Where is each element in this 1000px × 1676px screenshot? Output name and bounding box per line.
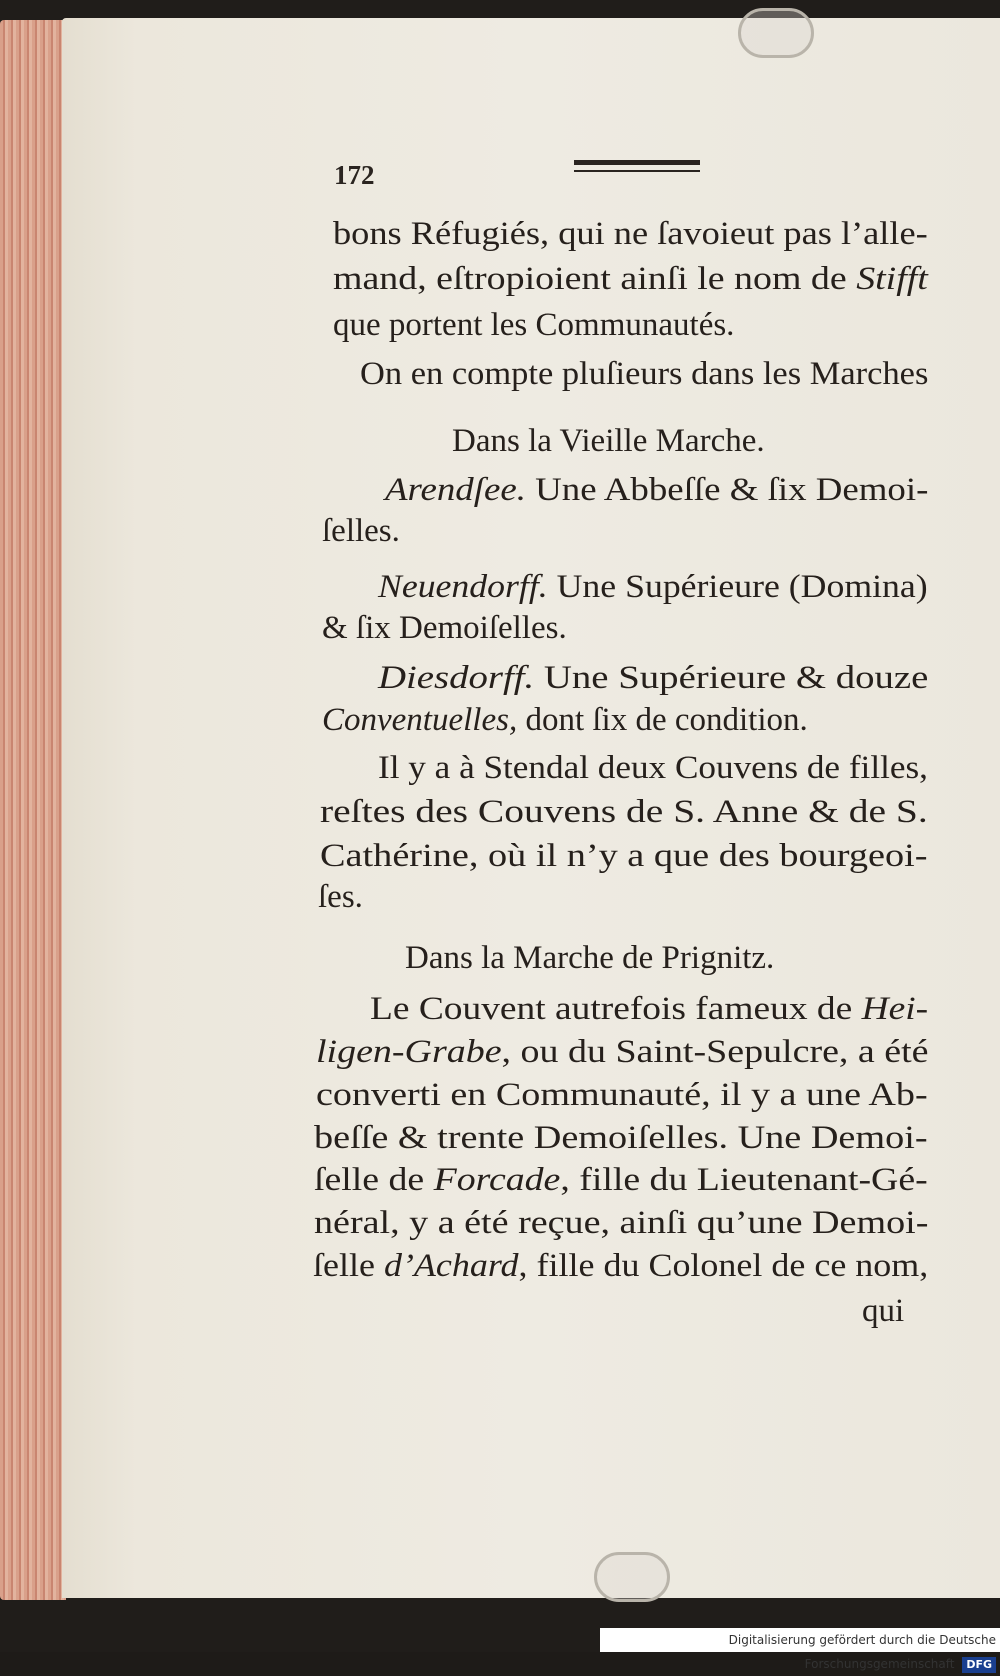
dfg-logo: DFG <box>962 1657 996 1673</box>
text-line <box>385 474 928 507</box>
roman-text: , ou du Saint-Sepulcre, a été <box>501 1034 929 1070</box>
italic-text: Neuendorff. <box>378 569 548 605</box>
roman-text: On en compte pluſieurs dans les Marches <box>360 356 929 392</box>
roman-text: Dans la Marche de Prignitz. <box>405 940 775 976</box>
roman-text: beſſe & trente Demoiſelles. Une Demoi- <box>314 1120 928 1156</box>
page-clip-top <box>738 8 814 58</box>
italic-text: Arendſee. <box>385 472 526 508</box>
text-line <box>322 704 808 737</box>
roman-text: converti en Communauté, il y a une Ab- <box>316 1077 928 1113</box>
text-line <box>320 796 928 829</box>
roman-text: ſelles. <box>322 513 400 549</box>
italic-text: Conventuelles, <box>322 702 518 738</box>
text-line <box>378 571 928 604</box>
text-line <box>333 263 928 296</box>
roman-text: ſelle de <box>314 1162 434 1198</box>
credit-text: Digitalisierung gefördert durch die Deutsche Forschungsgemeinschaft <box>728 1633 996 1671</box>
text-line <box>314 1164 928 1197</box>
italic-text: Forcade <box>433 1162 561 1198</box>
digitization-credit <box>600 1628 1000 1671</box>
text-line <box>333 218 928 251</box>
text-line <box>378 662 928 695</box>
italic-text: Diesdorff. <box>378 660 535 696</box>
roman-text: , fille du Lieutenant-Gé- <box>560 1162 928 1198</box>
roman-text: mand, eſtropioient ainſi le nom de <box>333 261 857 297</box>
italic-text: Hei- <box>861 991 929 1027</box>
text-line <box>322 515 400 548</box>
text-line <box>314 1122 928 1155</box>
italic-text: ligen-Grabe <box>316 1034 502 1070</box>
roman-text: que portent les Communautés. <box>333 307 735 343</box>
text-line <box>360 358 928 391</box>
roman-text: Il y a à Stendal deux Couvens de filles, <box>378 750 928 786</box>
roman-text: , fille du Colonel de ce nom, <box>518 1248 929 1284</box>
roman-text: Dans la Vieille Marche. <box>452 423 765 459</box>
text-line <box>318 881 363 914</box>
text-line <box>333 309 734 342</box>
text-line <box>314 1207 928 1240</box>
text-line <box>378 752 928 785</box>
roman-text: ſes. <box>318 879 363 915</box>
roman-text: dont ſix de condition. <box>517 702 808 738</box>
roman-text: & ſix Demoiſelles. <box>322 610 567 646</box>
text-line <box>370 993 928 1026</box>
italic-text: Stifft <box>856 261 928 297</box>
roman-text: Une Abbeſſe & ſix Demoi- <box>525 472 929 508</box>
text-line <box>320 840 928 873</box>
text-line <box>316 1079 928 1112</box>
text-line <box>452 425 765 458</box>
roman-text: reſtes des Couvens de S. Anne & de S. <box>320 794 928 830</box>
roman-text: Le Couvent autrefois fameux de <box>370 991 862 1027</box>
page-clip-bottom <box>594 1552 670 1602</box>
text-line <box>316 1036 929 1069</box>
roman-text: Une Supérieure & douze <box>534 660 929 696</box>
roman-text: qui <box>862 1293 905 1329</box>
text-line <box>862 1295 904 1328</box>
text-line <box>405 942 774 975</box>
roman-text: bons Réfugiés, qui ne ſavoieut pas l’alle- <box>333 216 928 252</box>
roman-text: Une Supérieure (Domina) <box>547 569 928 605</box>
page-edge <box>0 20 66 1600</box>
text-line <box>322 612 567 645</box>
roman-text: ſelle <box>313 1248 384 1284</box>
roman-text: néral, y a été reçue, ainſi qu’une Demoi- <box>314 1205 929 1241</box>
text-line <box>313 1250 928 1283</box>
roman-text: Cathérine, où il n’y a que des bourgeoi- <box>320 838 928 874</box>
italic-text: d’Achard <box>383 1248 519 1284</box>
header-rule <box>574 160 700 172</box>
page-number: 172 <box>334 160 375 190</box>
